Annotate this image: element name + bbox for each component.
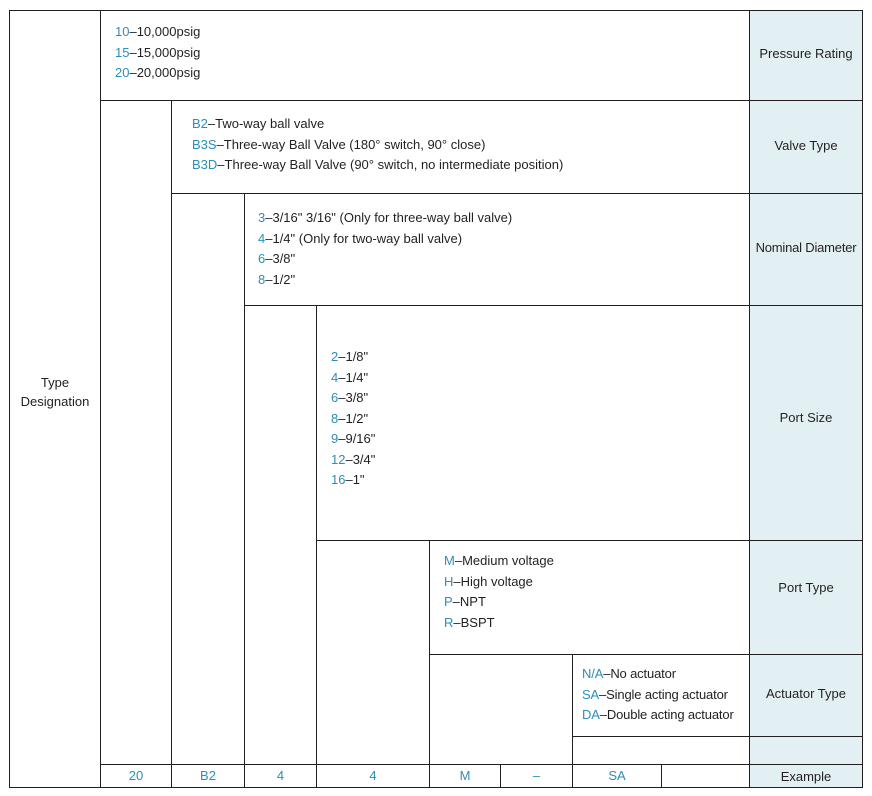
label-port-type: Port Type <box>778 580 834 595</box>
example-pressure: 20 <box>128 768 144 783</box>
example-actuator: SA <box>608 768 626 783</box>
option-row: 4–1/4" <box>331 369 369 385</box>
option-row: 8–1/2" <box>331 410 369 426</box>
rule-col5 <box>429 540 430 788</box>
label-valve-type: Valve Type <box>774 138 838 153</box>
example-separator: – <box>532 768 541 783</box>
rule-porttype-bottom <box>429 654 863 655</box>
option-row: 20–20,000psig <box>115 65 201 80</box>
rule-col1 <box>100 10 101 788</box>
rule-col8 <box>661 764 662 788</box>
rule-col4 <box>316 305 317 788</box>
option-row: B3D–Three-way Ball Valve (90° switch, no intermediate position) <box>192 157 564 172</box>
rule-top <box>9 10 863 11</box>
option-row: 3–3/16" 3/16" (Only for three-way ball valve) <box>258 210 513 225</box>
option-row: R–BSPT <box>444 614 495 630</box>
rule-actuator-bottom <box>572 736 863 737</box>
example-port-type: M <box>459 768 471 783</box>
label-actuator-type: Actuator Type <box>766 686 846 701</box>
option-row: DA–Double acting actuator <box>582 707 734 722</box>
option-row: 8–1/2" <box>258 271 296 287</box>
rule-label-col <box>749 10 750 788</box>
option-row: 9–9/16" <box>331 431 376 446</box>
type-designation-label: Type Designation <box>20 375 90 409</box>
option-row: 4–1/4" (Only for two-way ball valve) <box>258 230 463 246</box>
option-row: SA–Single acting actuator <box>582 686 728 702</box>
label-port-size: Port Size <box>779 410 833 425</box>
port-type-options <box>444 551 554 633</box>
valve-type-options <box>192 114 563 176</box>
port-size-options <box>331 347 375 491</box>
example-diameter: 4 <box>276 768 285 783</box>
label-pressure-rating: Pressure Rating <box>759 46 853 61</box>
option-row: 12–3/4" <box>331 451 376 467</box>
pressure-rating-options <box>115 22 200 84</box>
option-row: 6–3/8" <box>258 251 296 266</box>
option-row: 6–3/8" <box>331 390 369 405</box>
cropped-heading-fragment <box>0 0 160 3</box>
label-column-background <box>749 10 863 787</box>
example-port-size: 4 <box>369 768 377 783</box>
option-row: 2–1/8" <box>331 349 369 364</box>
rule-right <box>862 10 863 788</box>
option-row: M–Medium voltage <box>444 553 554 568</box>
option-row: 16–1" <box>331 472 365 487</box>
actuator-type-options <box>582 664 734 726</box>
rule-diameter-bottom <box>244 305 863 306</box>
option-row: N/A–No actuator <box>582 666 676 681</box>
option-row: 10–10,000psig <box>115 24 201 39</box>
option-row: H–High voltage <box>444 573 533 589</box>
option-row: P–NPT <box>444 594 486 609</box>
label-nominal-diameter: Nominal Diameter <box>755 240 857 255</box>
option-row: B2–Two-way ball valve <box>192 116 325 131</box>
option-row: B3S–Three-way Ball Valve (180° switch, 90° close) <box>192 136 486 152</box>
example-valve: B2 <box>200 768 216 783</box>
rule-valve-bottom <box>171 193 863 194</box>
nominal-diameter-options <box>258 208 512 290</box>
rule-bottom <box>9 787 863 788</box>
option-row: 15–15,000psig <box>115 44 201 60</box>
rule-col3 <box>244 193 245 788</box>
label-example: Example <box>780 769 832 784</box>
rule-portsize-bottom <box>316 540 863 541</box>
rule-col2 <box>171 100 172 788</box>
